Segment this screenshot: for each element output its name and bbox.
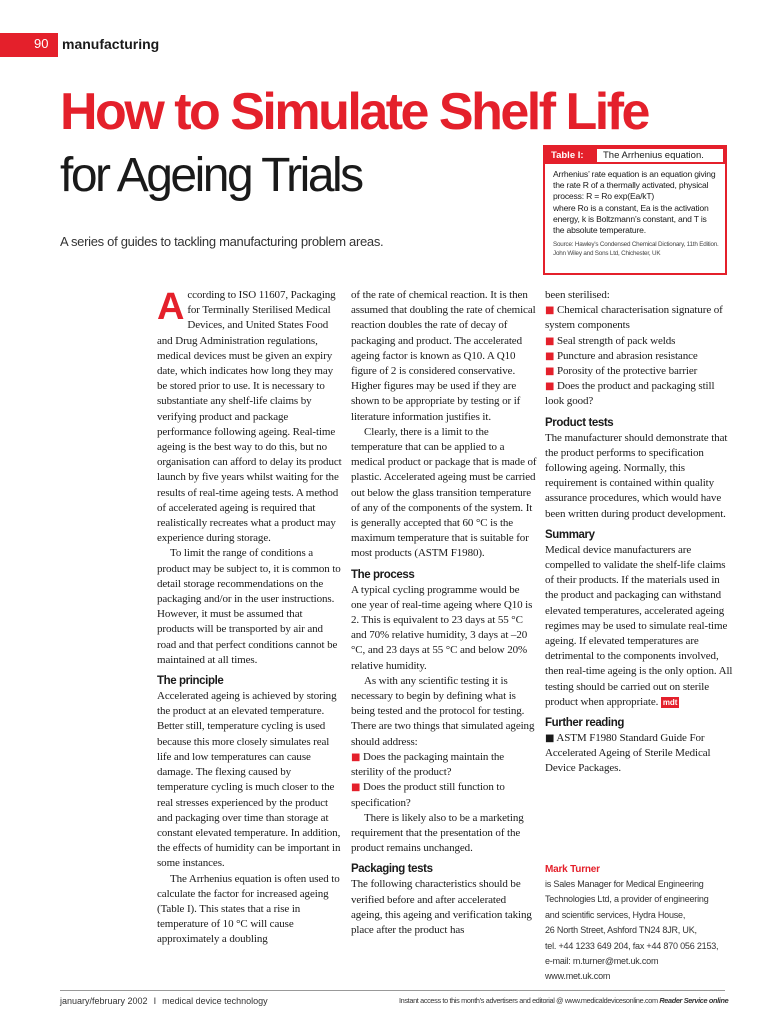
text-column-3 <box>545 288 735 777</box>
author-bio <box>545 864 745 985</box>
bullet-item: ■ Does the product and packaging still look good? <box>545 380 715 408</box>
further-reading-item: ■ ASTM F1980 Standard Guide For Accelerated Ageing of Sterile Medical Device Packages. <box>545 732 711 775</box>
author-bio-line: is Sales Manager for Medical Engineering <box>545 879 704 889</box>
bullet-item: ■ Puncture and abrasion resistance <box>545 349 698 362</box>
author-bio-line: tel. +44 1233 649 204, fax +44 870 056 2153, <box>545 940 719 951</box>
article-title-line2: for Ageing Trials <box>60 149 362 202</box>
table-title: The Arrhenius equation. <box>597 149 723 162</box>
issue-date: january/february 2002 <box>60 996 148 1006</box>
paragraph: The manufacturer should demonstrate that the product performs to specification following ageing. Normally, this requirement is contained within quality assurance procedures, which would have been written during product development. <box>545 431 728 520</box>
bullet-square-icon: ■ <box>545 350 555 362</box>
author-website: www.met.uk.com <box>545 971 611 982</box>
article-subtitle: A series of guides to tackling manufacturing problem areas. <box>60 234 384 249</box>
footer-separator: I <box>153 996 157 1006</box>
paragraph: The Arrhenius equation is often used to calculate the factor for increased ageing (Table I). This states that a rise in temperature of 10 °C will cause approximately a doubling <box>157 872 340 946</box>
table-body-text-2: where Ro is a constant, Ea is the activation energy, k is Boltzmann’s constant, and T is the absolute temperature. <box>553 202 709 236</box>
text-column-2 <box>351 288 537 938</box>
page-number-box <box>0 33 58 57</box>
paragraph: Clearly, there is a limit to the temperature that can be applied to a medical product or package that is made of plastic. Accelerated ageing must be carried out below the glass transition temperature of any of the components of the system. It is generally accepted that 60 °C is the maximum temperature that is suitable for most products (ASTM F1980). <box>351 425 537 560</box>
table-label: Table I: <box>551 150 584 161</box>
heading-packaging-tests: Packaging tests <box>351 863 433 876</box>
heading-product-tests: Product tests <box>545 416 614 429</box>
text-column-1 <box>157 288 342 948</box>
heading-process: The process <box>351 568 415 581</box>
bullet-square-icon: ■ <box>351 751 361 763</box>
bullet-item: ■ Chemical characterisation signature of system components <box>545 304 723 332</box>
author-email: e-mail: m.turner@met.uk.com <box>545 956 659 967</box>
table-header <box>545 147 725 164</box>
paragraph: There is likely also to be a marketing requirement that the presentation of the product remains unchanged. <box>351 811 524 855</box>
footer-left <box>60 996 268 1006</box>
bullet-item: ■ Porosity of the protective barrier <box>545 365 698 378</box>
bullet-item: ■ Seal strength of pack welds <box>545 334 676 347</box>
end-mark-logo: mdt <box>662 697 678 707</box>
bullet-item: ■ Does the product still function to specification? <box>351 781 505 809</box>
paragraph: of the rate of chemical reaction. It is then assumed that doubling the rate of chemical reaction doubles the rate of decay of packaging and product. The accelerated ageing factor is known as Q10. A Q10 figure of 2 is considered conservative. Higher figures may be used if they are shown to be appropriate by testing or if literature information justifies it. <box>351 289 536 423</box>
paragraph: As with any scientific testing it is necessary to begin by defining what is being tested and the protocol for testing. There are two things that simulated ageing should address: <box>351 674 535 748</box>
article-title: How to Simulate Shelf Life <box>60 83 648 141</box>
heading-summary: Summary <box>545 528 595 541</box>
reader-service: Reader Service online <box>659 996 729 1005</box>
bullet-square-icon: ■ <box>545 381 555 393</box>
author-bio-line: and scientific services, Hydra House, <box>545 909 686 920</box>
table-body <box>545 164 725 258</box>
footer-right: Instant access to this month’s advertisers and editorial @ www.medicaldevicesonline.com Reader Service online <box>399 996 729 1005</box>
author-bio-line: Technologies Ltd, a provider of engineering <box>545 894 709 905</box>
bullet-square-icon: ■ <box>545 733 555 745</box>
journal-name: medical device technology <box>162 996 268 1006</box>
bullet-square-icon: ■ <box>545 335 555 347</box>
drop-cap: A <box>157 286 185 328</box>
author-name: Mark Turner <box>545 864 600 875</box>
section-label: manufacturing <box>62 36 160 52</box>
table-source: Source: Hawley’s Condensed Chemical Dictionary, 11th Edition. John Wiley and Sons Ltd, Chichester, UK <box>553 241 719 257</box>
table-box <box>543 145 727 275</box>
paragraph: been sterilised: <box>545 289 610 301</box>
bullet-square-icon: ■ <box>545 305 555 317</box>
paragraph: Medical device manufacturers are compelled to validate the shelf-life claims of their products. If the materials used in the product and packaging can withstand elevated temperatures, accelerated ageing regimes may be used to simulate real-time ageing. If elevated temperatures are detrimental to the components involved, then real-time ageing is the only option. All testing should be carried out on sterile product when appropriate. mdt <box>545 543 733 708</box>
paragraph: According to ISO 11607, Packaging for Terminally Sterilised Medical Devices, and United States Food and Drug Administration regulations, medical devices must be given an expiry date, which indicates how long they may be stored prior to use. It is necessary to substantiate any shelf-life claims by verifying product and package performance following ageing. Real-time ageing is the best way to do this, but no organisation can afford to delay its product launch by five years whilst waiting for the results of real-time ageing tests. A method of accelerated ageing is required that realistically recreates what a product may experience during storage. <box>157 286 342 545</box>
paragraph: A typical cycling programme would be one year of real-time ageing where Q10 is 2. This is equivalent to 23 days at 55 °C and 70% relative humidity, 3 days at –20 °C, and 23 days at 55 °C and below 20% relative humidity. <box>351 583 533 672</box>
bullet-item: ■ Does the packaging maintain the sterility of the product? <box>351 750 505 779</box>
heading-further-reading: Further reading <box>545 717 624 730</box>
bullet-square-icon: ■ <box>545 366 555 378</box>
table-body-text: Arrhenius’ rate equation is an equation giving the rate R of a thermally activated, physical process: R = Ro exp(Ea/kT) <box>553 169 716 202</box>
footer-divider <box>60 990 725 991</box>
bullet-square-icon: ■ <box>351 782 361 794</box>
author-bio-line: 26 North Street, Ashford TN24 8JR, UK, <box>545 925 697 936</box>
page-number: 90 <box>34 36 49 51</box>
heading-principle: The principle <box>157 675 224 688</box>
paragraph: The following characteristics should be verified before and after accelerated ageing, this ageing and verification taking place after the product has <box>351 878 532 936</box>
paragraph: To limit the range of conditions a product may be subject to, it is common to detail storage recommendations on the packaging and/or in the user instructions. However, it must be assumed that products will be transported by air and road and that perfect conditions cannot be maintained at all times. <box>157 547 341 666</box>
paragraph: Accelerated ageing is achieved by storing the product at an elevated temperature. Better still, temperature cycling is used because this more closely simulates real life and low temperatures can cause damage. The flexing caused by temperature cycling is much closer to the real stresses experienced by the product and packaging over time than storage at constant elevated temperature. In addition, the effects of humidity can be important in some instances. <box>157 690 341 870</box>
